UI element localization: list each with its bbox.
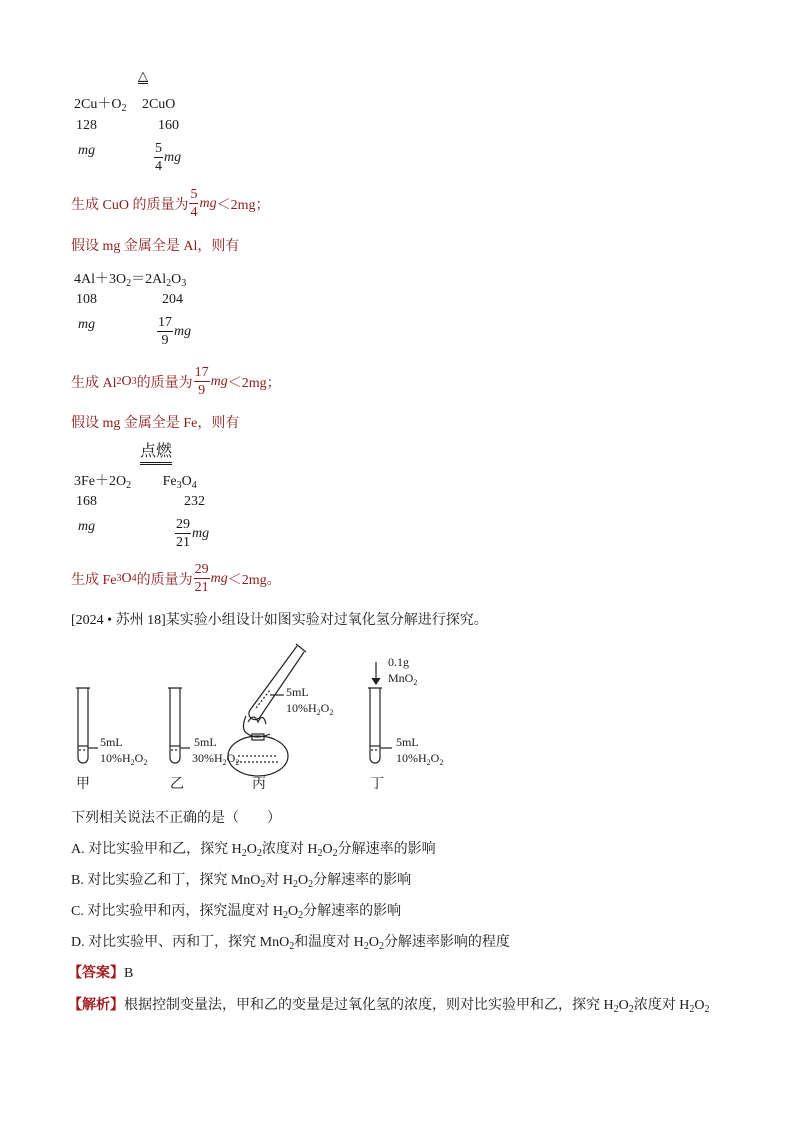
sub: 2 xyxy=(689,1004,695,1015)
sub: 2 xyxy=(332,848,338,859)
result1-prefix: 生成 CuO 的质量为 xyxy=(71,198,189,213)
sub: 2 xyxy=(293,879,299,890)
reaction2-mid: ＝2Al xyxy=(131,272,167,287)
tube-b-vol: 5mL xyxy=(194,735,217,749)
result1-line xyxy=(71,188,269,220)
tube-c-conc: $10\%H_2O_2$ xyxy=(286,701,334,717)
option-d[interactable] xyxy=(71,931,510,951)
sub: 2 xyxy=(166,278,172,289)
option-text: O xyxy=(298,873,309,888)
tube-d-label: 丁 xyxy=(370,777,384,792)
frac-unit: mg xyxy=(210,571,228,586)
option-text: 分解速率影响的程度 xyxy=(383,935,510,950)
reaction3-equation xyxy=(74,470,197,490)
reaction3-left: 3Fe＋2O xyxy=(74,474,127,489)
reaction1-condition: △ xyxy=(138,68,148,83)
sub: 2 xyxy=(126,480,132,491)
tube-d-mass: 0.1g xyxy=(388,655,409,669)
result3-o: O xyxy=(121,571,132,586)
result3-text: 的质量为 xyxy=(136,573,193,588)
sub: 2 xyxy=(282,910,288,921)
sub: 2 xyxy=(363,941,369,952)
tube-a xyxy=(76,688,98,763)
answer-line xyxy=(68,962,133,982)
question-prompt: 下列相关说法不正确的是（ ） xyxy=(71,811,281,826)
sub: 2 xyxy=(308,879,314,890)
reaction1-mass-right: 160 xyxy=(158,118,179,133)
option-b[interactable] xyxy=(71,869,411,889)
result3-prefix: 生成 Fe xyxy=(71,573,117,588)
tube-b-conc: $30\%H_2O_2$ xyxy=(192,751,240,767)
sub: 3 xyxy=(181,278,187,289)
frac-unit: mg xyxy=(210,374,228,389)
analysis-text: O xyxy=(694,998,705,1013)
result1-suffix: ＜2mg； xyxy=(216,198,270,213)
option-letter: C. xyxy=(71,904,84,919)
reaction1-fraction xyxy=(153,141,181,174)
question-text: 某实验小组设计如图实验对过氧化氢分解进行探究。 xyxy=(165,613,488,628)
assume-al: 假设 mg 金属全是 Al，则有 xyxy=(71,239,240,254)
reaction2-mass-left: 108 xyxy=(76,292,97,307)
frac-num: 5 xyxy=(190,187,198,202)
frac-den: 21 xyxy=(194,580,209,595)
tube-b-label: 乙 xyxy=(170,777,184,792)
reaction3-mg-left: mg xyxy=(78,519,96,534)
sub: 3 xyxy=(176,480,182,491)
option-letter: D. xyxy=(71,935,85,950)
tube-d-reagent: MnO$_2$ xyxy=(388,671,418,687)
sub: 2 xyxy=(628,1004,634,1015)
option-text: 分解速率的影响 xyxy=(303,904,402,919)
analysis-text: 根据控制变量法，甲和乙的变量是过氧化氢的浓度，则对比实验甲和乙，探究 H xyxy=(124,998,614,1013)
answer-value: B xyxy=(124,966,134,981)
result3-line: 生成 Fe 3 O 4 的质量为 $\frac{29}{21}$ mg ＜2mg。 xyxy=(71,562,281,595)
reaction2-o: O xyxy=(171,272,182,287)
reaction3-condition: 点燃 xyxy=(140,438,172,465)
frac-unit: mg xyxy=(192,526,210,541)
tube-b xyxy=(168,688,190,763)
frac-num: 5 xyxy=(155,141,162,156)
tube-c-vol: 5mL xyxy=(286,685,309,699)
option-text: 对比实验甲和丙，探究温度对 H xyxy=(87,904,283,919)
answer-label: 【答案】 xyxy=(68,966,124,981)
option-text: 对比实验甲、丙和丁，探究 MnO xyxy=(88,935,290,950)
frac-den: 4 xyxy=(155,159,162,174)
frac-den: 9 xyxy=(198,383,206,398)
option-text: 浓度对 H xyxy=(261,842,318,857)
frac-num: 17 xyxy=(194,365,209,380)
tube-d-conc: $10\%H_2O_2$ xyxy=(396,751,444,767)
reaction2-fraction xyxy=(156,315,191,348)
result2-o: O xyxy=(121,374,132,389)
experiment-figure xyxy=(70,638,460,798)
frac-den: 21 xyxy=(176,535,190,550)
reaction1-product: 2CuO xyxy=(141,97,176,112)
sub: 2 xyxy=(241,848,247,859)
frac-den: 9 xyxy=(161,333,169,348)
option-text: 分解速率的影响 xyxy=(337,842,436,857)
option-text: O xyxy=(287,904,299,919)
option-text: O xyxy=(246,842,257,857)
frac-num: 17 xyxy=(158,315,172,330)
sub: 4 xyxy=(191,480,197,491)
option-text: 和温度对 H xyxy=(294,935,364,950)
sub: 2 xyxy=(289,941,295,952)
reaction3-o: O xyxy=(181,474,192,489)
reaction3-mass-left: 168 xyxy=(76,494,97,509)
frac-unit: mg xyxy=(164,150,182,165)
frac-num: 29 xyxy=(194,562,209,577)
result2-prefix: 生成 Al xyxy=(71,376,117,391)
option-letter: A. xyxy=(71,842,85,857)
sub: 2 xyxy=(704,1004,710,1015)
question-stem xyxy=(71,609,488,629)
question-source: [2024 • 苏州 18] xyxy=(71,613,166,628)
option-text: O xyxy=(368,935,379,950)
option-text: 对比实验乙和丁，探究 MnO xyxy=(87,873,261,888)
result2-suffix: ＜2mg； xyxy=(227,376,281,391)
tube-c-label: 丙 xyxy=(252,777,266,792)
sub: 2 xyxy=(317,848,323,859)
result2-line: 生成 Al 2 O 3 的质量为 $\frac{17}{9}$ mg ＜2mg； xyxy=(71,365,281,398)
option-text: 对比实验甲和乙，探究 H xyxy=(88,842,242,857)
sub: 2 xyxy=(126,278,132,289)
reaction2-left: 4Al＋3O xyxy=(74,272,127,287)
option-text: 对 H xyxy=(265,873,294,888)
result3-suffix: ＜2mg。 xyxy=(227,573,281,588)
reaction1-left: 2Cu＋O xyxy=(74,97,122,112)
analysis-text: O xyxy=(618,998,629,1013)
sub: 2 xyxy=(260,879,266,890)
reaction3-fraction xyxy=(174,517,209,550)
analysis-text: 浓度对 H xyxy=(633,998,690,1013)
reaction2-equation xyxy=(74,268,186,288)
frac-unit: mg xyxy=(199,196,217,211)
reaction3-mass-right: 232 xyxy=(184,494,205,509)
reaction3-fe: Fe xyxy=(162,474,177,489)
sub: 2 xyxy=(613,1004,619,1015)
option-letter: B. xyxy=(71,873,84,888)
analysis-label: 【解析】 xyxy=(68,998,124,1013)
sub: 2 xyxy=(378,941,384,952)
tube-a-label: 甲 xyxy=(76,777,90,792)
tube-a-vol: 5mL xyxy=(100,735,123,749)
reaction1-mg-left: mg xyxy=(78,143,96,158)
reaction2-mg-left: mg xyxy=(78,317,96,332)
frac-unit: mg xyxy=(174,324,192,339)
option-a[interactable] xyxy=(71,838,436,858)
tube-d-vol: 5mL xyxy=(396,735,419,749)
reaction1-equation xyxy=(74,93,175,113)
analysis-line xyxy=(68,994,709,1014)
sub: 2 xyxy=(298,910,304,921)
option-text: 分解速率的影响 xyxy=(313,873,412,888)
reaction1-o-sub: 2 xyxy=(121,103,127,114)
option-text: O xyxy=(322,842,333,857)
option-c[interactable] xyxy=(71,900,401,920)
frac-den: 4 xyxy=(190,205,198,220)
assume-fe: 假设 mg 金属全是 Fe，则有 xyxy=(71,416,240,431)
reaction1-mass-left: 128 xyxy=(76,118,97,133)
tube-a-conc: $10\%H_2O_2$ xyxy=(100,751,148,767)
reaction2-mass-right: 204 xyxy=(162,292,183,307)
sub: 2 xyxy=(256,848,262,859)
frac-num: 29 xyxy=(176,517,190,532)
result2-text: 的质量为 xyxy=(136,376,193,391)
